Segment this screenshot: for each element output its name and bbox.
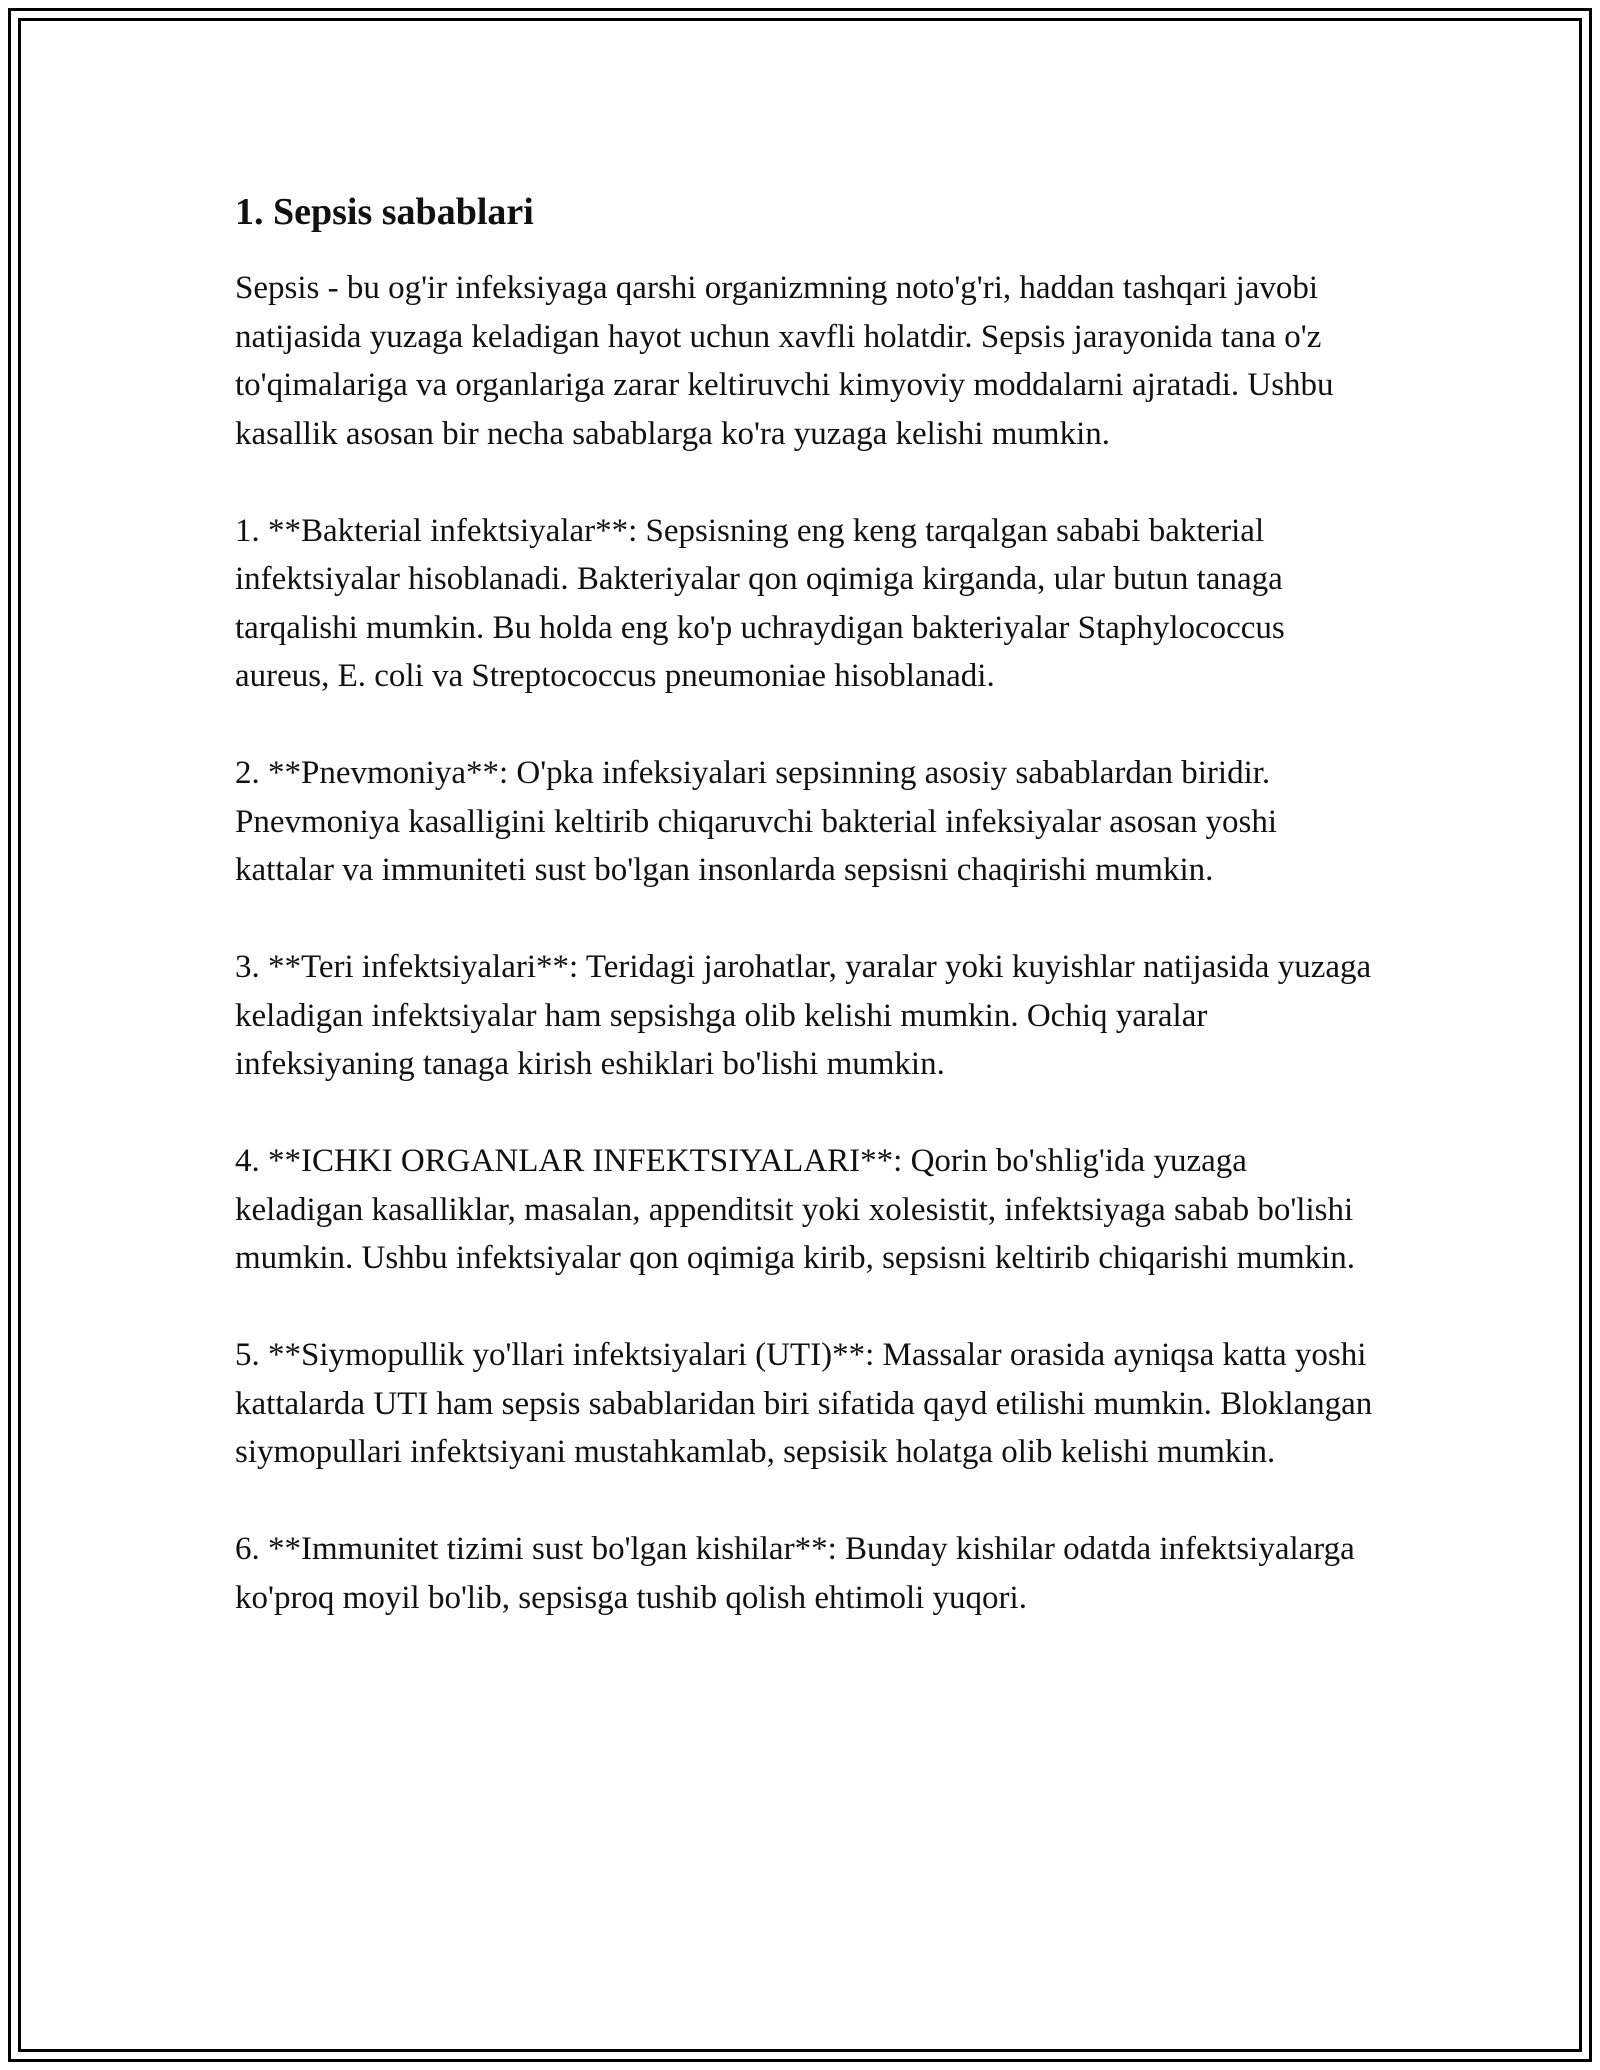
document-body [235, 186, 1380, 1671]
cause-paragraph-pneumonia: 2. **Pnevmoniya**: O'pka infeksiyalari sepsinning asosiy sabablardan biridir. Pnevmoniya kasalligini keltirib chiqaruvchi bakterial infeksiyalar asosan yoshi kattalar va immuniteti sust bo'lgan insonlarda sepsisni chaqirishi mumkin. [235, 755, 1277, 888]
cause-paragraph-uti: 5. **Siymopullik yo'llari infektsiyalari (UTI)**: Massalar orasida ayniqsa katta yoshi kattalarda UTI ham sepsis sabablaridan biri sifatida qayd etilishi mumkin. Bloklangan siymopullari infektsiyani mustahkamlab, sepsisik holatga olib kelishi mumkin. [235, 1337, 1373, 1470]
intro-paragraph: Sepsis - bu og'ir infeksiyaga qarshi organizmning noto'g'ri, haddan tashqari javobi natijasida yuzaga keladigan hayot uchun xavfli holatdir. Sepsis jarayonida tana o'z to'qimalariga va organlariga zarar keltiruvchi kimyoviy moddalarni ajratadi. Ushbu kasallik asosan bir necha sabablarga ko'ra yuzaga kelishi mumkin. [235, 270, 1334, 452]
cause-paragraph-internal-organs: 4. **ICHKI ORGANLAR INFEKTSIYALARI**: Qorin bo'shlig'ida yuzaga keladigan kasalliklar, masalan, appenditsit yoki xolesistit, infektsiyaga sabab bo'lishi mumkin. Ushbu infektsiyalar qon oqimiga kirib, sepsisni keltirib chiqarishi mumkin. [235, 1143, 1356, 1276]
section-heading: 1. Sepsis sabablari [235, 191, 534, 233]
cause-paragraph-skin: 3. **Teri infektsiyalari**: Teridagi jarohatlar, yaralar yoki kuyishlar natijasida yuzaga keladigan infektsiyalar ham sepsishga olib kelishi mumkin. Ochiq yaralar infeksiyaning tanaga kirish eshiklari bo'lishi mumkin. [235, 949, 1372, 1082]
cause-paragraph-immunity: 6. **Immunitet tizimi sust bo'lgan kishilar**: Bunday kishilar odatda infektsiyalarga ko'proq moyil bo'lib, sepsisga tushib qolish ehtimoli yuqori. [235, 1531, 1355, 1616]
cause-paragraph-bacterial: 1. **Bakterial infektsiyalar**: Sepsisning eng keng tarqalgan sababi bakterial infektsiyalar hisoblanadi. Bakteriyalar qon oqimiga kirganda, ular butun tanaga tarqalishi mumkin. Bu holda eng ko'p uchraydigan bakteriyalar Staphylococcus aureus, E. coli va Streptococcus pneumoniae hisoblanadi. [235, 512, 1285, 694]
